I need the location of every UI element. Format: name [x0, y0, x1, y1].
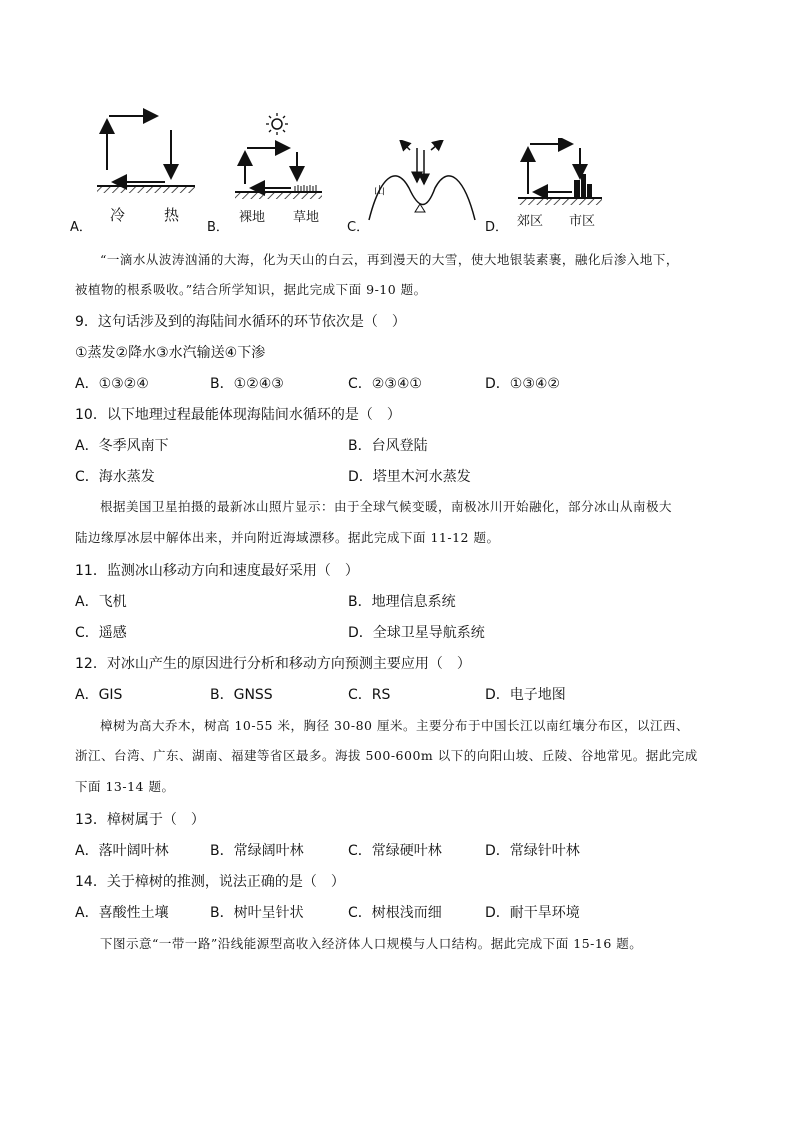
figure-a	[70, 108, 190, 233]
figure-d-label-suburb: 郊区	[517, 214, 544, 229]
question-12-option-c[interactable]: C．RS	[348, 687, 391, 703]
question-9-stem: 9．这句话涉及到的海陆间水循环的环节依次是（ ）	[75, 314, 406, 330]
question-13-option-d[interactable]: D．常绿针叶林	[485, 843, 580, 859]
question-14-stem: 14．关于樟树的推测，说法正确的是（ ）	[75, 874, 345, 890]
question-9-sub: ①蒸发②降水③水汽输送④下渗	[75, 345, 266, 361]
question-9-option-a[interactable]: A．①③②④	[75, 376, 149, 392]
passage-11-12-line-2: 陆边缘厚冰层中解体出来，并向附近海域漂移。据此完成下面 11-12 题。	[75, 530, 500, 545]
figure-d-letter: D．	[485, 220, 509, 235]
passage-13-14-line-1: 樟树为高大乔木，树高 10-55 米，胸径 30-80 厘米。主要分布于中国长江以南红壤分布区，以江西、	[100, 718, 689, 733]
question-11-option-d[interactable]: D．全球卫星导航系统	[348, 625, 485, 641]
figure-a-label-cold: 冷	[110, 206, 126, 224]
passage-9-10-line-1: “一滴水从波涛汹涌的大海，化为天山的白云，再到漫天的大雪，使大地银装素裹，融化后渗入地下，	[100, 252, 679, 267]
question-9-option-d[interactable]: D．①③④②	[485, 376, 560, 392]
figure-b-label-grass: 草地	[293, 210, 320, 225]
question-11-option-b[interactable]: B．地理信息系统	[348, 594, 456, 610]
figure-d	[485, 138, 605, 233]
figure-a-label-hot: 热	[164, 206, 180, 224]
question-10-option-d[interactable]: D．塔里木河水蒸发	[348, 469, 471, 485]
question-10-option-b[interactable]: B．台风登陆	[348, 438, 428, 454]
question-13-option-b[interactable]: B．常绿阔叶林	[210, 843, 304, 859]
question-14-option-d[interactable]: D．耐干旱环境	[485, 905, 580, 921]
passage-13-14-line-2: 浙江、台湾、广东、湖南、福建等省区最多。海拔 500-600m 以下的向阳山坡、丘陵、谷地常见。据此完成	[75, 748, 698, 763]
question-10-option-c[interactable]: C．海水蒸发	[75, 469, 155, 485]
figure-d-label-city: 市区	[569, 214, 596, 229]
question-14-option-c[interactable]: C．树根浅而细	[348, 905, 442, 921]
question-14-option-b[interactable]: B．树叶呈针状	[210, 905, 304, 921]
question-10-stem: 10．以下地理过程最能体现海陆间水循环的是（ ）	[75, 407, 401, 423]
question-13-option-a[interactable]: A．落叶阔叶林	[75, 843, 169, 859]
question-12-stem: 12．对冰山产生的原因进行分析和移动方向预测主要应用（ ）	[75, 656, 471, 672]
question-9-option-c[interactable]: C．②③④①	[348, 376, 422, 392]
figure-a-letter: A．	[70, 220, 92, 235]
question-9-option-b[interactable]: B．①②④③	[210, 376, 284, 392]
figure-c-label-mountain: 山	[374, 184, 385, 197]
question-11-option-c[interactable]: C．遥感	[75, 625, 127, 641]
figure-c-letter: C．	[347, 220, 370, 235]
figure-d-heat-island-diagram	[510, 138, 610, 218]
question-12-option-b[interactable]: B．GNSS	[210, 687, 273, 703]
question-12-option-d[interactable]: D．电子地图	[485, 687, 566, 703]
figure-a-convection-diagram	[95, 108, 215, 208]
figure-c	[347, 140, 477, 233]
question-12-option-a[interactable]: A．GIS	[75, 687, 123, 703]
question-11-stem: 11．监测冰山移动方向和速度最好采用（ ）	[75, 563, 359, 579]
figure-b-sun-diagram	[227, 112, 357, 212]
passage-9-10-line-2: 被植物的根系吸收。”结合所学知识，据此完成下面 9-10 题。	[75, 282, 427, 297]
figure-b	[207, 112, 337, 233]
figure-b-letter: B．	[207, 220, 229, 235]
question-11-option-a[interactable]: A．飞机	[75, 594, 127, 610]
question-13-stem: 13．樟树属于（ ）	[75, 812, 205, 828]
question-14-option-a[interactable]: A．喜酸性土壤	[75, 905, 169, 921]
passage-13-14-line-3: 下面 13-14 题。	[75, 779, 175, 794]
question-13-option-c[interactable]: C．常绿硬叶林	[348, 843, 442, 859]
passage-15-16-line-1: 下图示意“一带一路”沿线能源型高收入经济体人口规模与人口结构。据此完成下面 15-16 题。	[100, 936, 643, 951]
question-10-option-a[interactable]: A．冬季风南下	[75, 438, 169, 454]
figure-b-label-bare: 裸地	[239, 210, 266, 225]
passage-11-12-line-1: 根据美国卫星拍摄的最新冰山照片显示：由于全球气候变暖，南极冰川开始融化，部分冰山从南极大	[100, 499, 673, 514]
